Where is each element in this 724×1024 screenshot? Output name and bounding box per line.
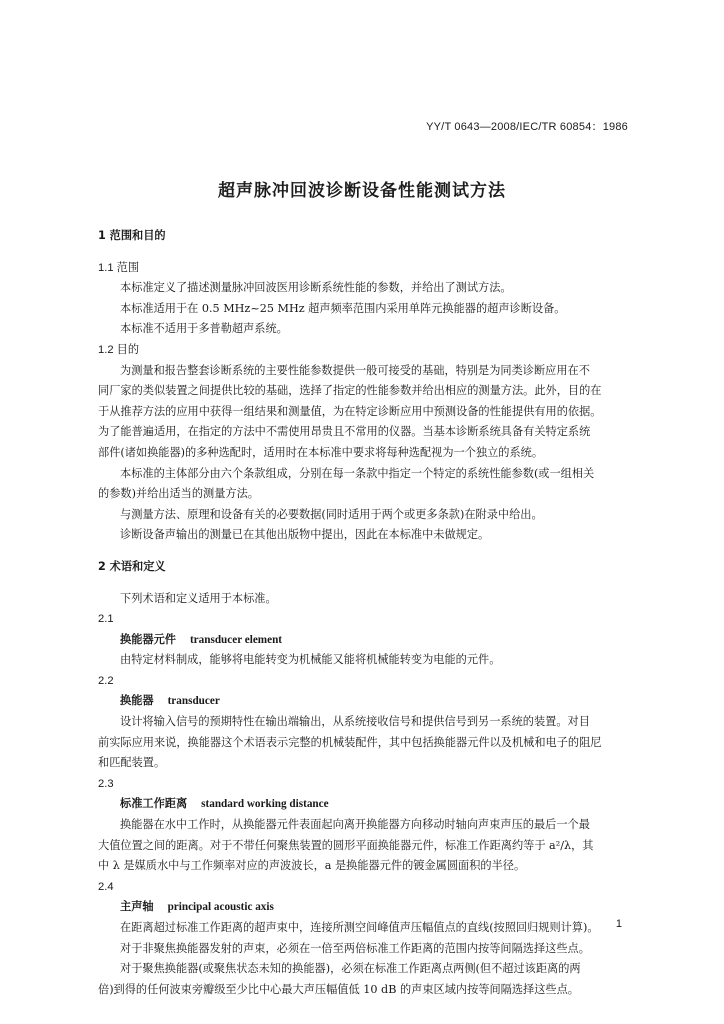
page-title: 超声脉冲回波诊断设备性能测试方法	[218, 181, 506, 201]
term-heading	[98, 897, 628, 918]
term-definition-line: 中 λ 是媒质水中与工作频率对应的声波波长，a 是换能器元件的镀金属圆面积的半径。	[98, 859, 526, 873]
paragraph-line: 部件(诸如换能器)的多种选配时，适用时在本标准中要求将每种选配视为一个独立的系统。	[98, 445, 544, 459]
term-definition-line: 在距离超过标准工作距离的超声束中，连接所测空间峰值声压幅值点的直线(按照回归规则计算)。	[120, 921, 599, 934]
subsection-1-2-heading: 1.2 目的	[98, 343, 140, 356]
subsection-1-1-heading: 1.1 范围	[98, 261, 140, 274]
term-number: 2.4	[98, 880, 114, 893]
paragraph-line: 为测量和报告整套诊断系统的主要性能参数提供一般可接受的基础，特别是为同类诊断应用在不	[120, 363, 590, 377]
section-1-heading: 1 范围和目的	[98, 229, 166, 242]
term-en: transducer element	[189, 633, 283, 646]
section-2-heading: 2 术语和定义	[98, 559, 166, 573]
page-number: 1	[615, 918, 622, 930]
term-en: transducer	[167, 695, 220, 708]
paragraph-line: 本标准的主体部分由六个条款组成，分别在每一条款中指定一个特定的系统性能参数(或一组相关	[120, 466, 595, 480]
term-definition-line: 对于聚焦换能器(或聚焦状态未知的换能器)，必须在标准工作距离点两侧(但不超过该距离的两	[120, 962, 581, 976]
term-definition-line: 前实际应用来说，换能器这个术语表示完整的机械装配件，其中包括换能器元件以及机械和电子的阻尼	[98, 735, 602, 749]
paragraph-line: 的参数)并给出适当的测量方法。	[98, 487, 259, 501]
term-definition-line: 换能器在水中工作时，从换能器元件表面起向离开换能器方向移动时轴向声束声压的最后一个最	[120, 818, 590, 832]
term-definition-line: 倍)到得的任何波束旁瓣级至少比中心最大声压幅值低 10 dB 的声束区域内按等间隔选择这些点。	[98, 982, 579, 996]
term-definition-line: 和匹配装置。	[98, 756, 166, 770]
paragraph: 本标准定义了描述测量脉冲回波医用诊断系统性能的参数，并给出了测试方法。	[120, 281, 512, 295]
term-heading	[98, 630, 628, 651]
document-body	[98, 226, 628, 1000]
paragraph: 本标准适用于在 0.5 MHz~25 MHz 超声频率范围内采用单阵元换能器的超声诊断设备。	[120, 301, 566, 315]
paragraph: 下列术语和定义适用于本标准。	[120, 591, 277, 605]
term-cn: 主声轴	[120, 900, 154, 914]
term-en: standard working distance	[201, 798, 329, 811]
standard-code: YY/T 0643—2008/IEC/TR 60854：1986	[426, 121, 628, 133]
term-heading	[98, 691, 628, 712]
paragraph: 与测量方法、原理和设备有关的必要数据(同时适用于两个或更多条款)在附录中给出。	[120, 507, 543, 521]
term-definition: 由特定材料制成，能够将电能转变为机械能又能将机械能转变为电能的元件。	[120, 653, 501, 667]
paragraph-line: 于从推荐方法的应用中获得一组结果和测量值，为在特定诊断应用中预测设备的性能提供有用的依据。	[98, 404, 602, 418]
term-definition-line: 大值位置之间的距离。对于不带任何聚焦装置的圆形平面换能器元件，标准工作距离约等于 a²/λ，其	[98, 838, 594, 852]
term-cn: 换能器元件	[120, 632, 176, 646]
term-cn: 标准工作距离	[120, 797, 188, 811]
term-heading	[98, 794, 628, 815]
paragraph: 诊断设备声输出的测量已在其他出版物中提出，因此在本标准中未做规定。	[120, 528, 490, 542]
term-number: 2.1	[98, 613, 114, 626]
term-cn: 换能器	[120, 694, 154, 708]
term-definition-line: 设计将输入信号的预期特性在输出端输出，从系统接收信号和提供信号到另一系统的装置。对目	[120, 715, 590, 729]
term-number: 2.3	[98, 777, 114, 790]
paragraph-line: 为了能普遍适用，在指定的方法中不需使用昂贵且不常用的仪器。当基本诊断系统具备有关特定系统	[98, 425, 591, 439]
term-en: principal acoustic axis	[167, 901, 274, 914]
term-definition-line: 对于非聚焦换能器发射的声束，必须在一倍至两倍标准工作距离的范围内按等间隔选择这些点。	[120, 941, 590, 955]
term-number: 2.2	[98, 674, 114, 687]
paragraph-line: 同厂家的类似装置之间提供比较的基础，选择了指定的性能参数并给出相应的测量方法。此外，目的在	[98, 384, 602, 398]
paragraph: 本标准不适用于多普勒超声系统。	[120, 322, 288, 336]
